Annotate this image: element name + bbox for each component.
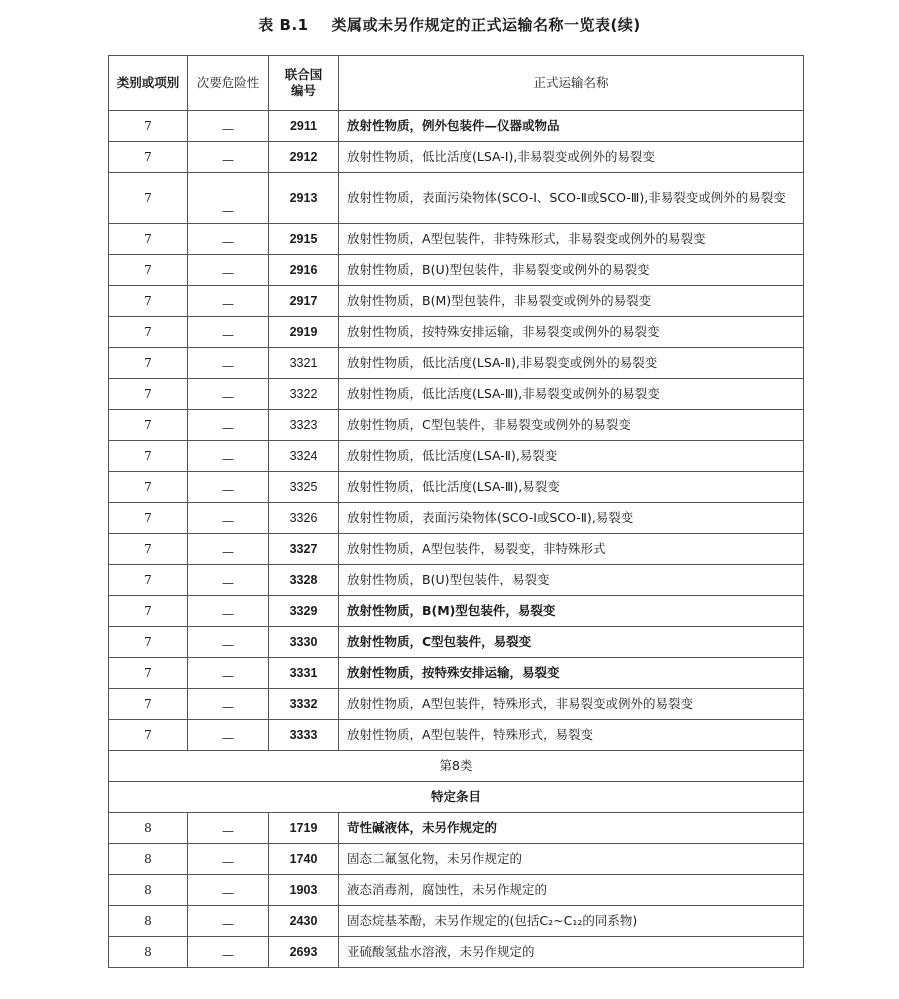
cell-un: 3330: [269, 627, 339, 658]
cell-un: 3333: [269, 720, 339, 751]
cell-name: 放射性物质，B(U)型包装件，易裂变: [339, 565, 804, 596]
cell-un: 2916: [269, 255, 339, 286]
cell-name: 苛性碱液体，未另作规定的: [339, 813, 804, 844]
section-row-class: [109, 751, 804, 782]
cell-un: 3327: [269, 534, 339, 565]
cell-un: 2911: [269, 111, 339, 142]
cell-class: 7: [109, 317, 188, 348]
table-row: [109, 142, 804, 173]
cell-subsidiary: —: [188, 689, 269, 720]
cell-subsidiary: —: [188, 224, 269, 255]
cell-un: 2693: [269, 937, 339, 968]
table-row: [109, 111, 804, 142]
cell-subsidiary: —: [188, 503, 269, 534]
table-row: [109, 286, 804, 317]
cell-un: 3324: [269, 441, 339, 472]
table-row: [109, 565, 804, 596]
cell-un: 3328: [269, 565, 339, 596]
cell-name: 放射性物质，按特殊安排运输，非易裂变或例外的易裂变: [339, 317, 804, 348]
cell-subsidiary: —: [188, 173, 269, 224]
table-row: [109, 410, 804, 441]
cell-name: 放射性物质，低比活度(LSA-Ⅲ),非易裂变或例外的易裂变: [339, 379, 804, 410]
cell-un: 3332: [269, 689, 339, 720]
header-subsidiary: 次要危险性: [188, 56, 269, 111]
cell-class: 7: [109, 534, 188, 565]
table-row: [109, 875, 804, 906]
cell-class: 8: [109, 813, 188, 844]
table-row: [109, 317, 804, 348]
shipping-names-table: [108, 55, 804, 968]
cell-subsidiary: —: [188, 441, 269, 472]
cell-name: 放射性物质，C型包装件，非易裂变或例外的易裂变: [339, 410, 804, 441]
cell-un: 1903: [269, 875, 339, 906]
header-un-text: 联合国编号: [284, 67, 323, 98]
cell-un: 3329: [269, 596, 339, 627]
cell-name: 放射性物质，低比活度(LSA-Ⅱ),非易裂变或例外的易裂变: [339, 348, 804, 379]
cell-un: 3326: [269, 503, 339, 534]
table-title: 表 B.1 类属或未另作规定的正式运输名称一览表(续): [258, 16, 641, 34]
cell-name: 放射性物质，B(U)型包装件，非易裂变或例外的易裂变: [339, 255, 804, 286]
cell-un: 3325: [269, 472, 339, 503]
table-row: [109, 689, 804, 720]
cell-class: 7: [109, 689, 188, 720]
cell-name: 放射性物质，低比活度(LSA-I),非易裂变或例外的易裂变: [339, 142, 804, 173]
cell-name: 放射性物质，按特殊安排运输，易裂变: [339, 658, 804, 689]
cell-name: 放射性物质，A型包装件，非特殊形式，非易裂变或例外的易裂变: [339, 224, 804, 255]
cell-name: 放射性物质，B(M)型包装件，易裂变: [339, 596, 804, 627]
cell-name: 放射性物质，低比活度(LSA-Ⅱ),易裂变: [339, 441, 804, 472]
cell-subsidiary: —: [188, 111, 269, 142]
cell-subsidiary: —: [188, 286, 269, 317]
cell-class: 7: [109, 441, 188, 472]
cell-un: 3322: [269, 379, 339, 410]
cell-name: 放射性物质，A型包装件，特殊形式，易裂变: [339, 720, 804, 751]
cell-class: 7: [109, 658, 188, 689]
cell-class: 7: [109, 565, 188, 596]
cell-class: 8: [109, 906, 188, 937]
cell-class: 7: [109, 348, 188, 379]
cell-class: 7: [109, 503, 188, 534]
cell-subsidiary: —: [188, 379, 269, 410]
table-row: [109, 937, 804, 968]
cell-class: 8: [109, 875, 188, 906]
cell-name: 放射性物质，A型包装件，易裂变，非特殊形式: [339, 534, 804, 565]
cell-un: 2917: [269, 286, 339, 317]
cell-un: 1719: [269, 813, 339, 844]
cell-name: 固态烷基苯酚，未另作规定的(包括C₂~C₁₂的同系物): [339, 906, 804, 937]
cell-un: 2430: [269, 906, 339, 937]
cell-subsidiary: —: [188, 844, 269, 875]
cell-subsidiary: —: [188, 348, 269, 379]
cell-subsidiary: —: [188, 937, 269, 968]
table-row: [109, 720, 804, 751]
table-row: [109, 348, 804, 379]
cell-un: 2912: [269, 142, 339, 173]
cell-un: 2913: [269, 173, 339, 224]
cell-name: 放射性物质，表面污染物体(SCO-I或SCO-Ⅱ),易裂变: [339, 503, 804, 534]
table-row: [109, 379, 804, 410]
cell-subsidiary: —: [188, 906, 269, 937]
cell-subsidiary: —: [188, 720, 269, 751]
cell-name: 放射性物质，B(M)型包装件，非易裂变或例外的易裂变: [339, 286, 804, 317]
table-row: [109, 844, 804, 875]
cell-subsidiary: —: [188, 534, 269, 565]
cell-subsidiary: —: [188, 410, 269, 441]
cell-class: 7: [109, 472, 188, 503]
table-row: [109, 658, 804, 689]
cell-subsidiary: —: [188, 142, 269, 173]
cell-class: 7: [109, 720, 188, 751]
cell-class: 8: [109, 937, 188, 968]
cell-name: 放射性物质，表面污染物体(SCO-I、SCO-Ⅱ或SCO-Ⅲ),非易裂变或例外的易裂变: [339, 173, 804, 224]
cell-class: 7: [109, 596, 188, 627]
cell-class: 7: [109, 379, 188, 410]
cell-subsidiary: —: [188, 472, 269, 503]
table-row: [109, 627, 804, 658]
table-row: [109, 255, 804, 286]
cell-subsidiary: —: [188, 813, 269, 844]
cell-name: 放射性物质，A型包装件，特殊形式，非易裂变或例外的易裂变: [339, 689, 804, 720]
section-sub-heading: 特定条目: [109, 782, 804, 813]
cell-subsidiary: —: [188, 317, 269, 348]
cell-subsidiary: —: [188, 627, 269, 658]
cell-class: 7: [109, 255, 188, 286]
cell-class: 7: [109, 286, 188, 317]
table-row: [109, 173, 804, 224]
table-row: [109, 224, 804, 255]
cell-un: 2915: [269, 224, 339, 255]
header-name: 正式运输名称: [339, 56, 804, 111]
cell-name: 放射性物质，C型包装件，易裂变: [339, 627, 804, 658]
cell-class: 7: [109, 224, 188, 255]
cell-class: 7: [109, 627, 188, 658]
table-row: [109, 596, 804, 627]
table-row: [109, 472, 804, 503]
cell-name: 液态消毒剂，腐蚀性，未另作规定的: [339, 875, 804, 906]
cell-un: 3323: [269, 410, 339, 441]
cell-name: 固态二氟氢化物，未另作规定的: [339, 844, 804, 875]
table-row: [109, 906, 804, 937]
table-row: [109, 813, 804, 844]
cell-un: 3321: [269, 348, 339, 379]
cell-subsidiary: —: [188, 255, 269, 286]
cell-subsidiary: —: [188, 875, 269, 906]
table-row: [109, 503, 804, 534]
cell-subsidiary: —: [188, 658, 269, 689]
cell-class: 7: [109, 173, 188, 224]
cell-class: 7: [109, 142, 188, 173]
cell-subsidiary: —: [188, 565, 269, 596]
cell-name: 放射性物质，低比活度(LSA-Ⅲ),易裂变: [339, 472, 804, 503]
cell-class: 8: [109, 844, 188, 875]
section-class-heading: 第8类: [109, 751, 804, 782]
table-row: [109, 534, 804, 565]
cell-name: 亚硫酸氢盐水溶液，未另作规定的: [339, 937, 804, 968]
cell-un: 3331: [269, 658, 339, 689]
cell-un: 1740: [269, 844, 339, 875]
cell-class: 7: [109, 410, 188, 441]
cell-class: 7: [109, 111, 188, 142]
table-row: [109, 441, 804, 472]
header-un-number: [269, 56, 339, 111]
header-class: 类别或项别: [109, 56, 188, 111]
cell-un: 2919: [269, 317, 339, 348]
section-row-sub: [109, 782, 804, 813]
cell-name: 放射性物质，例外包装件—仪器或物品: [339, 111, 804, 142]
cell-subsidiary: —: [188, 596, 269, 627]
